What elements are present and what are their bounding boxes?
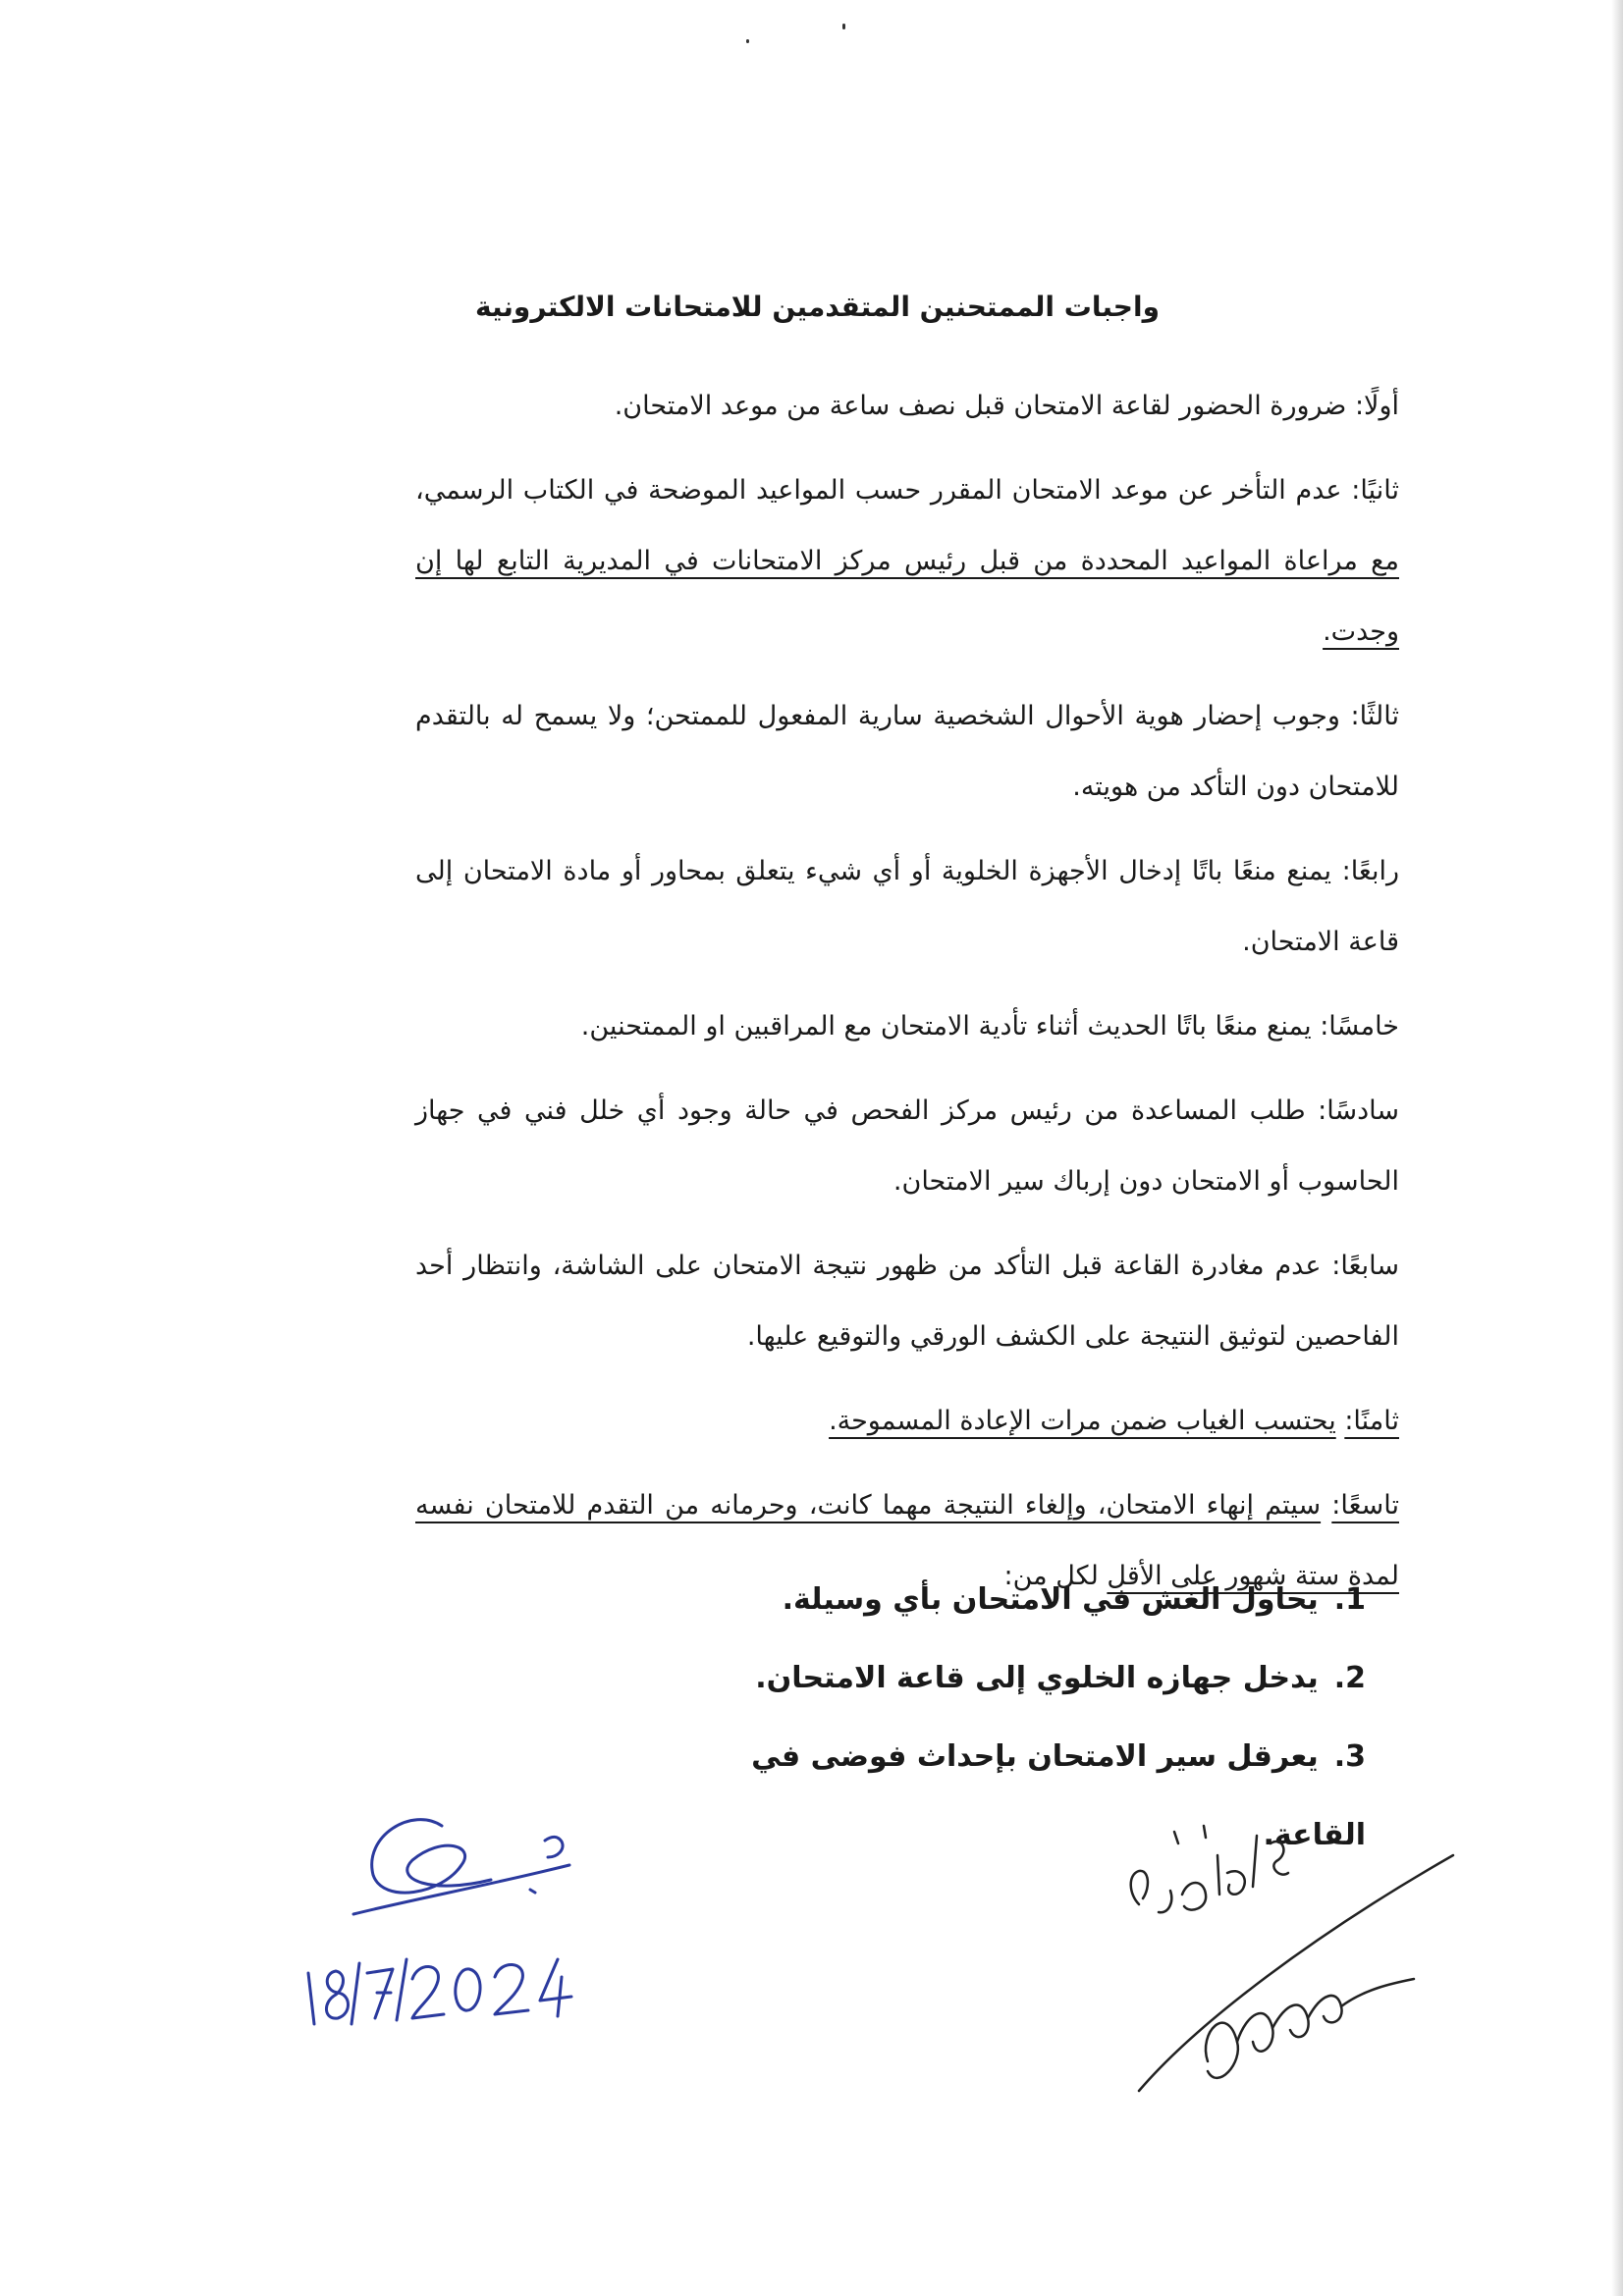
list-item-text: يحاول الغش في الامتحان بأي وسيلة. (782, 1582, 1319, 1617)
list-item (678, 1561, 1366, 1639)
clause-3 (415, 681, 1399, 823)
list-item-number: 3. (1333, 1739, 1366, 1774)
clause-ordinal: أولًا: (1354, 391, 1399, 421)
clause-underlined-text: مع مراعاة المواعيد المحددة من قبل رئيس مركز الامتحانات في المديرية التابع لها إن وجدت. (415, 546, 1399, 647)
clause-ordinal: سابعًا: (1331, 1251, 1399, 1281)
clause-trailing-text: لكل من: (1003, 1561, 1108, 1591)
clauses-list (415, 371, 1399, 1626)
clause-text: عدم التأخر عن موعد الامتحان المقرر حسب المواعيد الموضحة في الكتاب الرسمي، (415, 475, 1342, 506)
list-item (678, 1639, 1366, 1718)
clause-text: وجوب إحضار هوية الأحوال الشخصية سارية المفعول للممتحن؛ ولا يسمح له بالتقدم للامتحان دون التأكد من هويته. (415, 701, 1399, 802)
clause-text: ضرورة الحضور لقاعة الامتحان قبل نصف ساعة من موعد الامتحان. (614, 391, 1347, 421)
clause-ordinal: رابعًا: (1341, 856, 1399, 886)
scan-speck (746, 39, 749, 43)
clause-ordinal: ثالثًا: (1350, 701, 1399, 731)
clause-text: يمنع منعًا باتًا الحديث أثناء تأدية الامتحان مع المراقبين او الممتحنين. (580, 1011, 1312, 1041)
clause-ordinal: تاسعًا: (1331, 1490, 1399, 1521)
clause-text: عدم مغادرة القاعة قبل التأكد من ظهور نتيجة الامتحان على الشاشة، وانتظار أحد الفاحصين لتوثيق النتيجة على الكشف الورقي والتوقيع عليها. (415, 1251, 1399, 1352)
clause-6 (415, 1076, 1399, 1217)
clause-1 (415, 371, 1399, 442)
clause-text: سيتم إنهاء الامتحان، وإلغاء النتيجة مهما كانت، وحرمانه من التقدم للامتحان نفسه لمدة ستة شهور على الأقل (415, 1490, 1399, 1591)
clause-text: يمنع منعًا باتًا إدخال الأجهزة الخلوية أو أي شيء يتعلق بمحاور أو مادة الامتحان إلى قاعة الامتحان. (415, 856, 1399, 957)
list-item-number: 1. (1333, 1582, 1366, 1617)
list-item-text: يدخل جهازه الخلوي إلى قاعة الامتحان. (755, 1661, 1319, 1695)
clause-ordinal: سادسًا: (1318, 1095, 1399, 1126)
clause-ordinal: خامسًا: (1320, 1011, 1399, 1041)
clause-4 (415, 836, 1399, 978)
clause-2 (415, 455, 1399, 667)
clause-7 (415, 1231, 1399, 1372)
list-item-number: 2. (1333, 1661, 1366, 1695)
signature-left (295, 1767, 668, 2061)
list-item-text: يعرقل سير الامتحان بإحداث فوضى في القاعة. (751, 1739, 1366, 1852)
scan-page-edge (1611, 0, 1623, 2296)
clause-ordinal: ثانيًا: (1351, 475, 1399, 506)
clause-5 (415, 991, 1399, 1062)
clause-8 (415, 1386, 1399, 1457)
clause-text: طلب المساعدة من رئيس مركز الفحص في حالة وجود أي خلل فني في جهاز الحاسوب أو الامتحان دون إرباك سير الامتحان. (415, 1095, 1399, 1197)
signature-right (1080, 1796, 1512, 2110)
clause-text: يحتسب الغياب ضمن مرات الإعادة المسموحة. (829, 1406, 1336, 1436)
clause-ordinal: ثامنًا: (1344, 1406, 1399, 1436)
scan-speck (842, 24, 845, 29)
document-title: واجبات الممتحنين المتقدمين للامتحانات الالكترونية (475, 291, 1160, 323)
